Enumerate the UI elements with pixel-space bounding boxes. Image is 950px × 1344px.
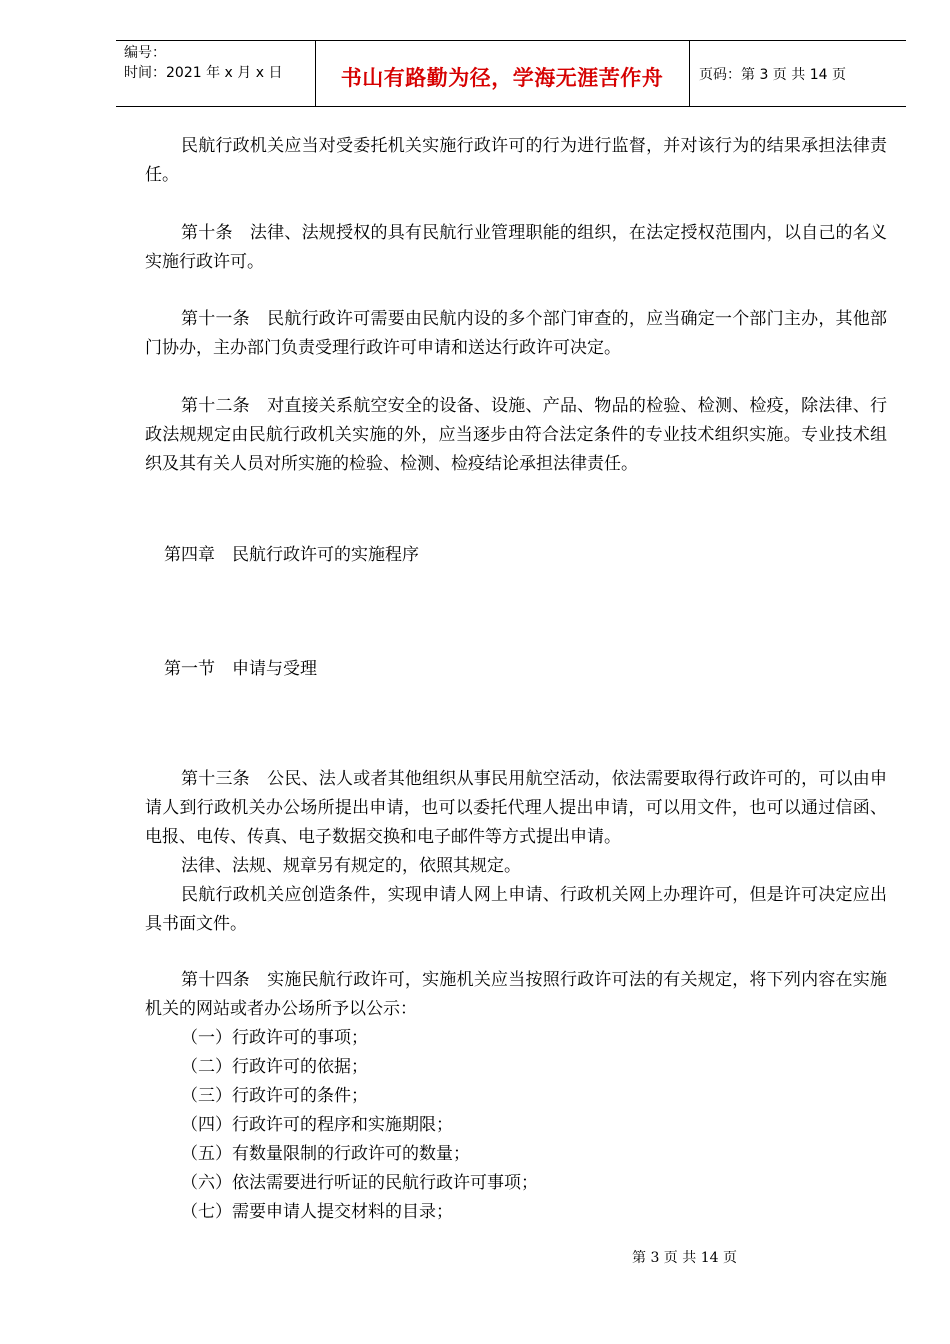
paragraph: 民航行政机关应当对受委托机关实施行政许可的行为进行监督，并对该行为的结果承担法律责任。	[145, 136, 887, 185]
section-heading: 第一节 申请与受理	[164, 659, 317, 679]
header-top-rule	[116, 40, 906, 41]
article-14: 第十四条 实施民航行政许可，实施机关应当按照行政许可法的有关规定，将下列内容在实施机关的网站或者办公场所予以公示：	[145, 970, 887, 1019]
header-divider	[689, 40, 690, 107]
article-11: 第十一条 民航行政许可需要由民航内设的多个部门审查的，应当确定一个部门主办，其他部门协办，主办部门负责受理行政许可申请和送达行政许可决定。	[145, 309, 887, 358]
header-page-number: 页码：第 3 页 共 14 页	[699, 67, 846, 83]
list-item: （三）行政许可的条件；	[181, 1086, 368, 1106]
article-10: 第十条 法律、法规授权的具有民航行业管理职能的组织，在法定授权范围内，以自己的名义实施行政许可。	[145, 223, 887, 272]
page-header	[116, 40, 906, 107]
list-item: （四）行政许可的程序和实施期限；	[181, 1115, 453, 1135]
article-13-clause: 民航行政机关应创造条件，实现申请人网上申请、行政机关网上办理许可，但是许可决定应出具书面文件。	[145, 885, 887, 934]
article-13-clause: 法律、法规、规章另有规定的，依照其规定。	[181, 856, 521, 876]
article-12: 第十二条 对直接关系航空安全的设备、设施、产品、物品的检验、检测、检疫，除法律、行政法规规定由民航行政机关实施的外，应当逐步由符合法定条件的专业技术组织实施。专业技术组织及其有关人员对所实施的检验、检测、检疫结论承担法律责任。	[145, 396, 887, 474]
list-item: （二）行政许可的依据；	[181, 1057, 368, 1077]
list-item: （六）依法需要进行听证的民航行政许可事项；	[181, 1173, 538, 1193]
document-date: 时间：2021 年 x 月 x 日	[124, 65, 283, 81]
list-item: （五）有数量限制的行政许可的数量；	[181, 1144, 470, 1164]
page-footer: 第 3 页 共 14 页	[632, 1250, 737, 1266]
header-bottom-rule	[116, 106, 906, 107]
header-motto: 书山有路勤为径，学海无涯苦作舟	[340, 65, 664, 90]
list-item: （七）需要申请人提交材料的目录；	[181, 1202, 453, 1222]
list-item: （一）行政许可的事项；	[181, 1028, 368, 1048]
article-13: 第十三条 公民、法人或者其他组织从事民用航空活动，依法需要取得行政许可的，可以由申请人到行政机关办公场所提出申请，也可以委托代理人提出申请，可以用文件，也可以通过信函、电报、电传、传真、电子数据交换和电子邮件等方式提出申请。	[145, 769, 887, 847]
document-number: 编号：	[124, 45, 166, 61]
chapter-heading: 第四章 民航行政许可的实施程序	[164, 545, 419, 565]
